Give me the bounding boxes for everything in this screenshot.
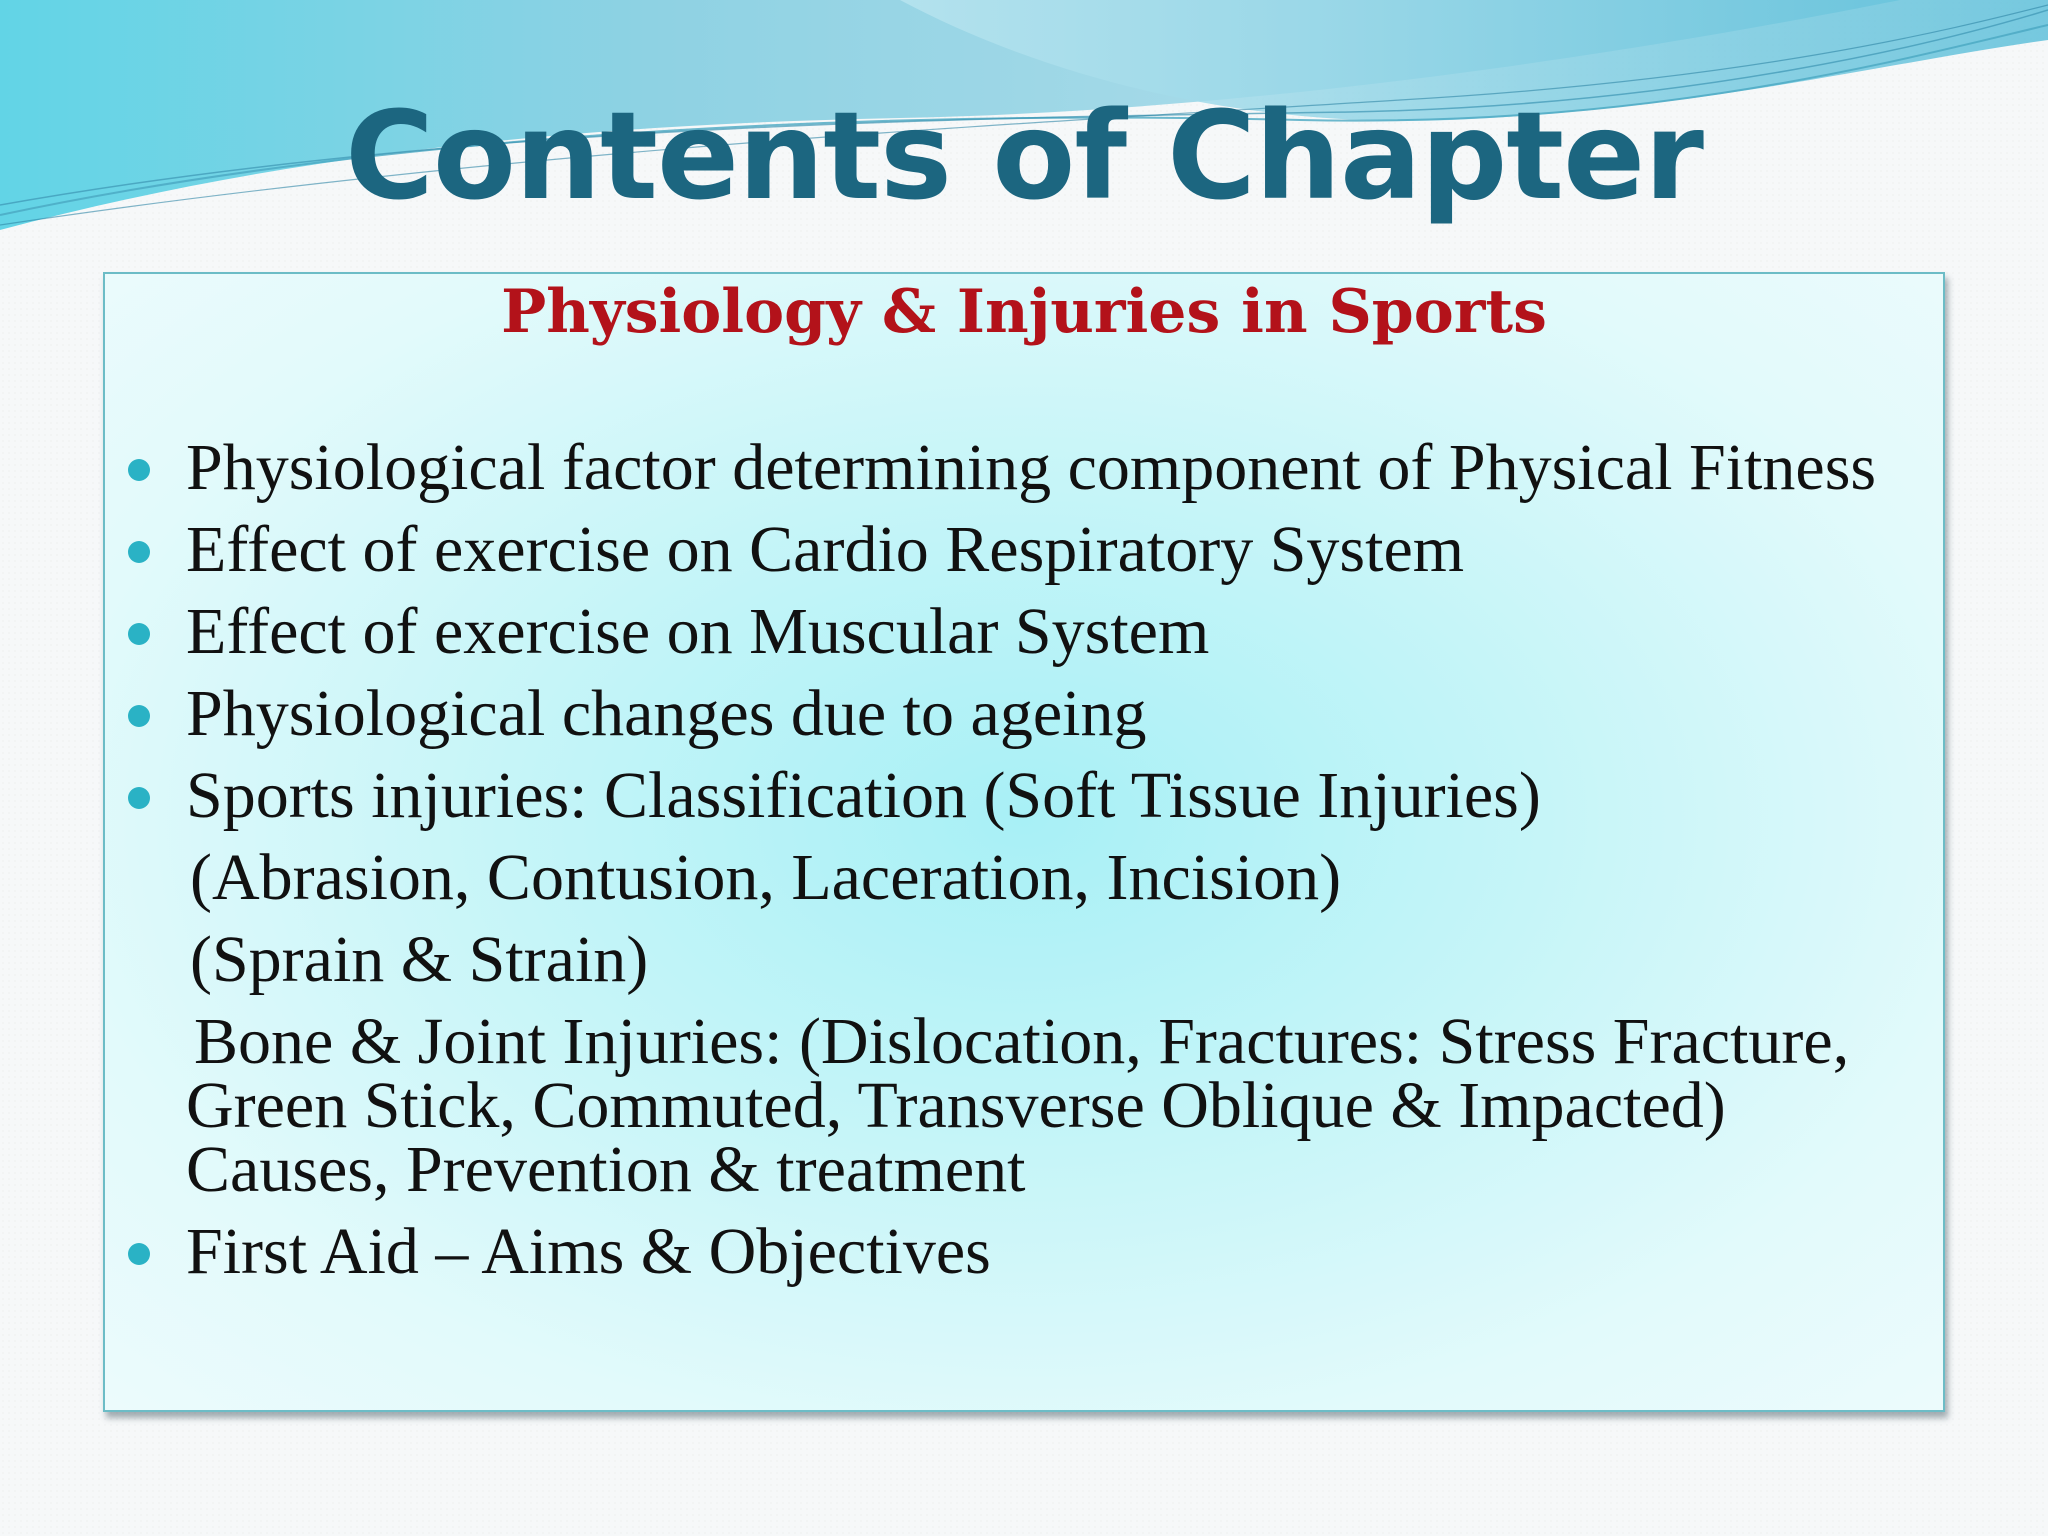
- list-item: [128, 595, 1928, 668]
- list-item-text: Bone & Joint Injuries: (Dislocation, Fractures: Stress Fracture, Green Stick, Commuted, Transverse Oblique & Impacted) Causes, Prevention & treatment: [186, 1005, 1850, 1206]
- list-item-text: Sports injuries: Classification (Soft Tissue Injuries): [186, 759, 1541, 832]
- list-item-text: Physiological changes due to ageing: [186, 677, 1147, 750]
- bullet-dot-icon: [128, 459, 150, 481]
- bullet-dot-icon: [128, 1243, 150, 1265]
- list-item: [128, 513, 1928, 586]
- slide-title: Contents of Chapter: [345, 86, 1703, 227]
- list-item-continuation: [128, 841, 1928, 914]
- list-item-continuation: [128, 1005, 1928, 1206]
- list-item-text: Effect of exercise on Muscular System: [186, 595, 1210, 668]
- chapter-subtitle: Physiology & Injuries in Sports: [501, 277, 1547, 347]
- list-item-continuation: [128, 923, 1928, 996]
- list-item-text: Physiological factor determining component of Physical Fitness: [186, 431, 1877, 504]
- bullet-dot-icon: [128, 787, 150, 809]
- list-item: [128, 1215, 1928, 1288]
- list-item-text: (Abrasion, Contusion, Laceration, Incision): [190, 841, 1342, 914]
- list-item-text: First Aid – Aims & Objectives: [186, 1215, 991, 1288]
- bullet-dot-icon: [128, 541, 150, 563]
- bullet-dot-icon: [128, 705, 150, 727]
- contents-list: [128, 431, 1928, 1302]
- bullet-dot-icon: [128, 623, 150, 645]
- list-item: [128, 759, 1928, 832]
- list-item-text: Effect of exercise on Cardio Respiratory System: [186, 513, 1465, 586]
- list-item: [128, 677, 1928, 750]
- list-item: [128, 431, 1928, 504]
- list-item-text: (Sprain & Strain): [190, 923, 649, 996]
